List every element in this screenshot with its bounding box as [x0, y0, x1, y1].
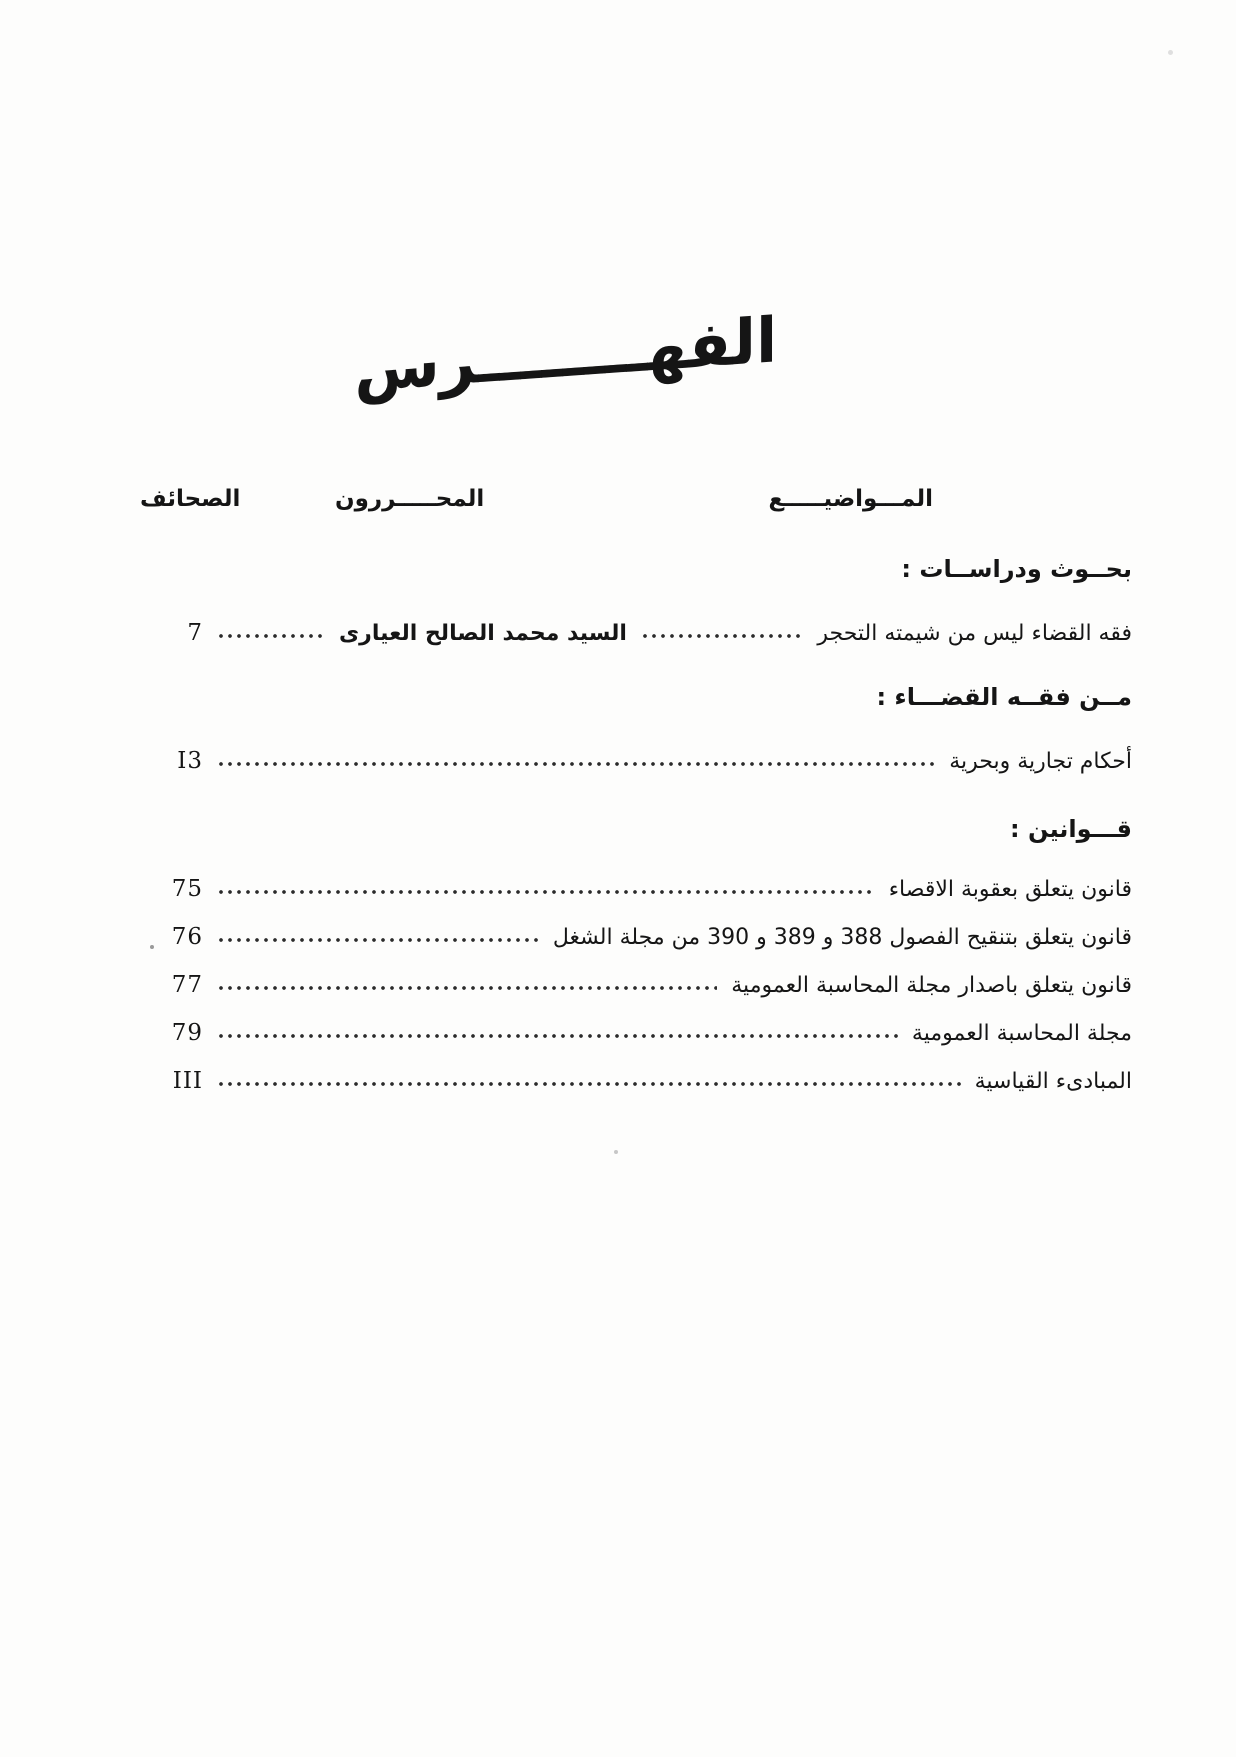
- dot-leader: [217, 888, 875, 896]
- page-number: III: [172, 1068, 203, 1094]
- toc-row: [147, 616, 1132, 650]
- page-number: 7: [187, 620, 203, 646]
- dot-leader: [217, 1080, 961, 1088]
- toc-topic: قانون يتعلق باصدار مجلة المحاسبة العمومية: [731, 972, 1132, 998]
- editor-name: السيد محمد الصالح العيارى: [339, 620, 627, 646]
- dot-leader: [217, 936, 539, 944]
- toc-topic: فقه القضاء ليس من شيمته التحجر: [817, 620, 1132, 646]
- dot-leader: [217, 632, 325, 640]
- toc-row: [147, 920, 1132, 954]
- dot-leader: [641, 632, 803, 640]
- columns-header: [0, 486, 1236, 522]
- dot-leader: [217, 760, 935, 768]
- dot-leader: [217, 1032, 898, 1040]
- scan-speck: [1168, 50, 1173, 55]
- section-heading-fiqh: مــن فقــه القضـــاء :: [876, 683, 1132, 711]
- column-header-pages: الصحائف: [140, 486, 241, 512]
- page-number: 75: [171, 876, 203, 902]
- toc-topic: مجلة المحاسبة العمومية: [911, 1020, 1132, 1046]
- page-number: 79: [171, 1020, 203, 1046]
- toc-row: [147, 872, 1132, 906]
- toc-topic: المبادىء القياسية: [974, 1068, 1132, 1094]
- toc-topic: أحكام تجارية وبحرية: [949, 748, 1132, 774]
- dot-leader: [217, 984, 717, 992]
- scan-speck: [150, 945, 154, 949]
- section-heading-research: بحــوث ودراســات :: [901, 555, 1132, 583]
- column-header-editors: المحـــــررون: [335, 486, 485, 512]
- toc-row: [147, 1064, 1132, 1098]
- title-block: [0, 303, 1236, 406]
- toc-row: [147, 744, 1132, 778]
- scan-speck: [614, 1150, 618, 1154]
- page-number: 77: [171, 972, 203, 998]
- page-number: I3: [177, 748, 203, 774]
- toc-topic: قانون يتعلق بتنقيح الفصول 388 و 389 و 390 من مجلة الشغل: [552, 924, 1132, 950]
- column-header-topics: المـــواضيـــــع: [768, 486, 933, 512]
- page-number: 76: [171, 924, 203, 950]
- toc-topic: قانون يتعلق بعقوبة الاقصاء: [888, 876, 1132, 902]
- page-title: الفهــــــــرس: [354, 303, 778, 406]
- section-heading-laws: قـــوانين :: [1010, 815, 1132, 843]
- toc-row: [147, 1016, 1132, 1050]
- toc-body: [147, 552, 1132, 1098]
- toc-row: [147, 968, 1132, 1002]
